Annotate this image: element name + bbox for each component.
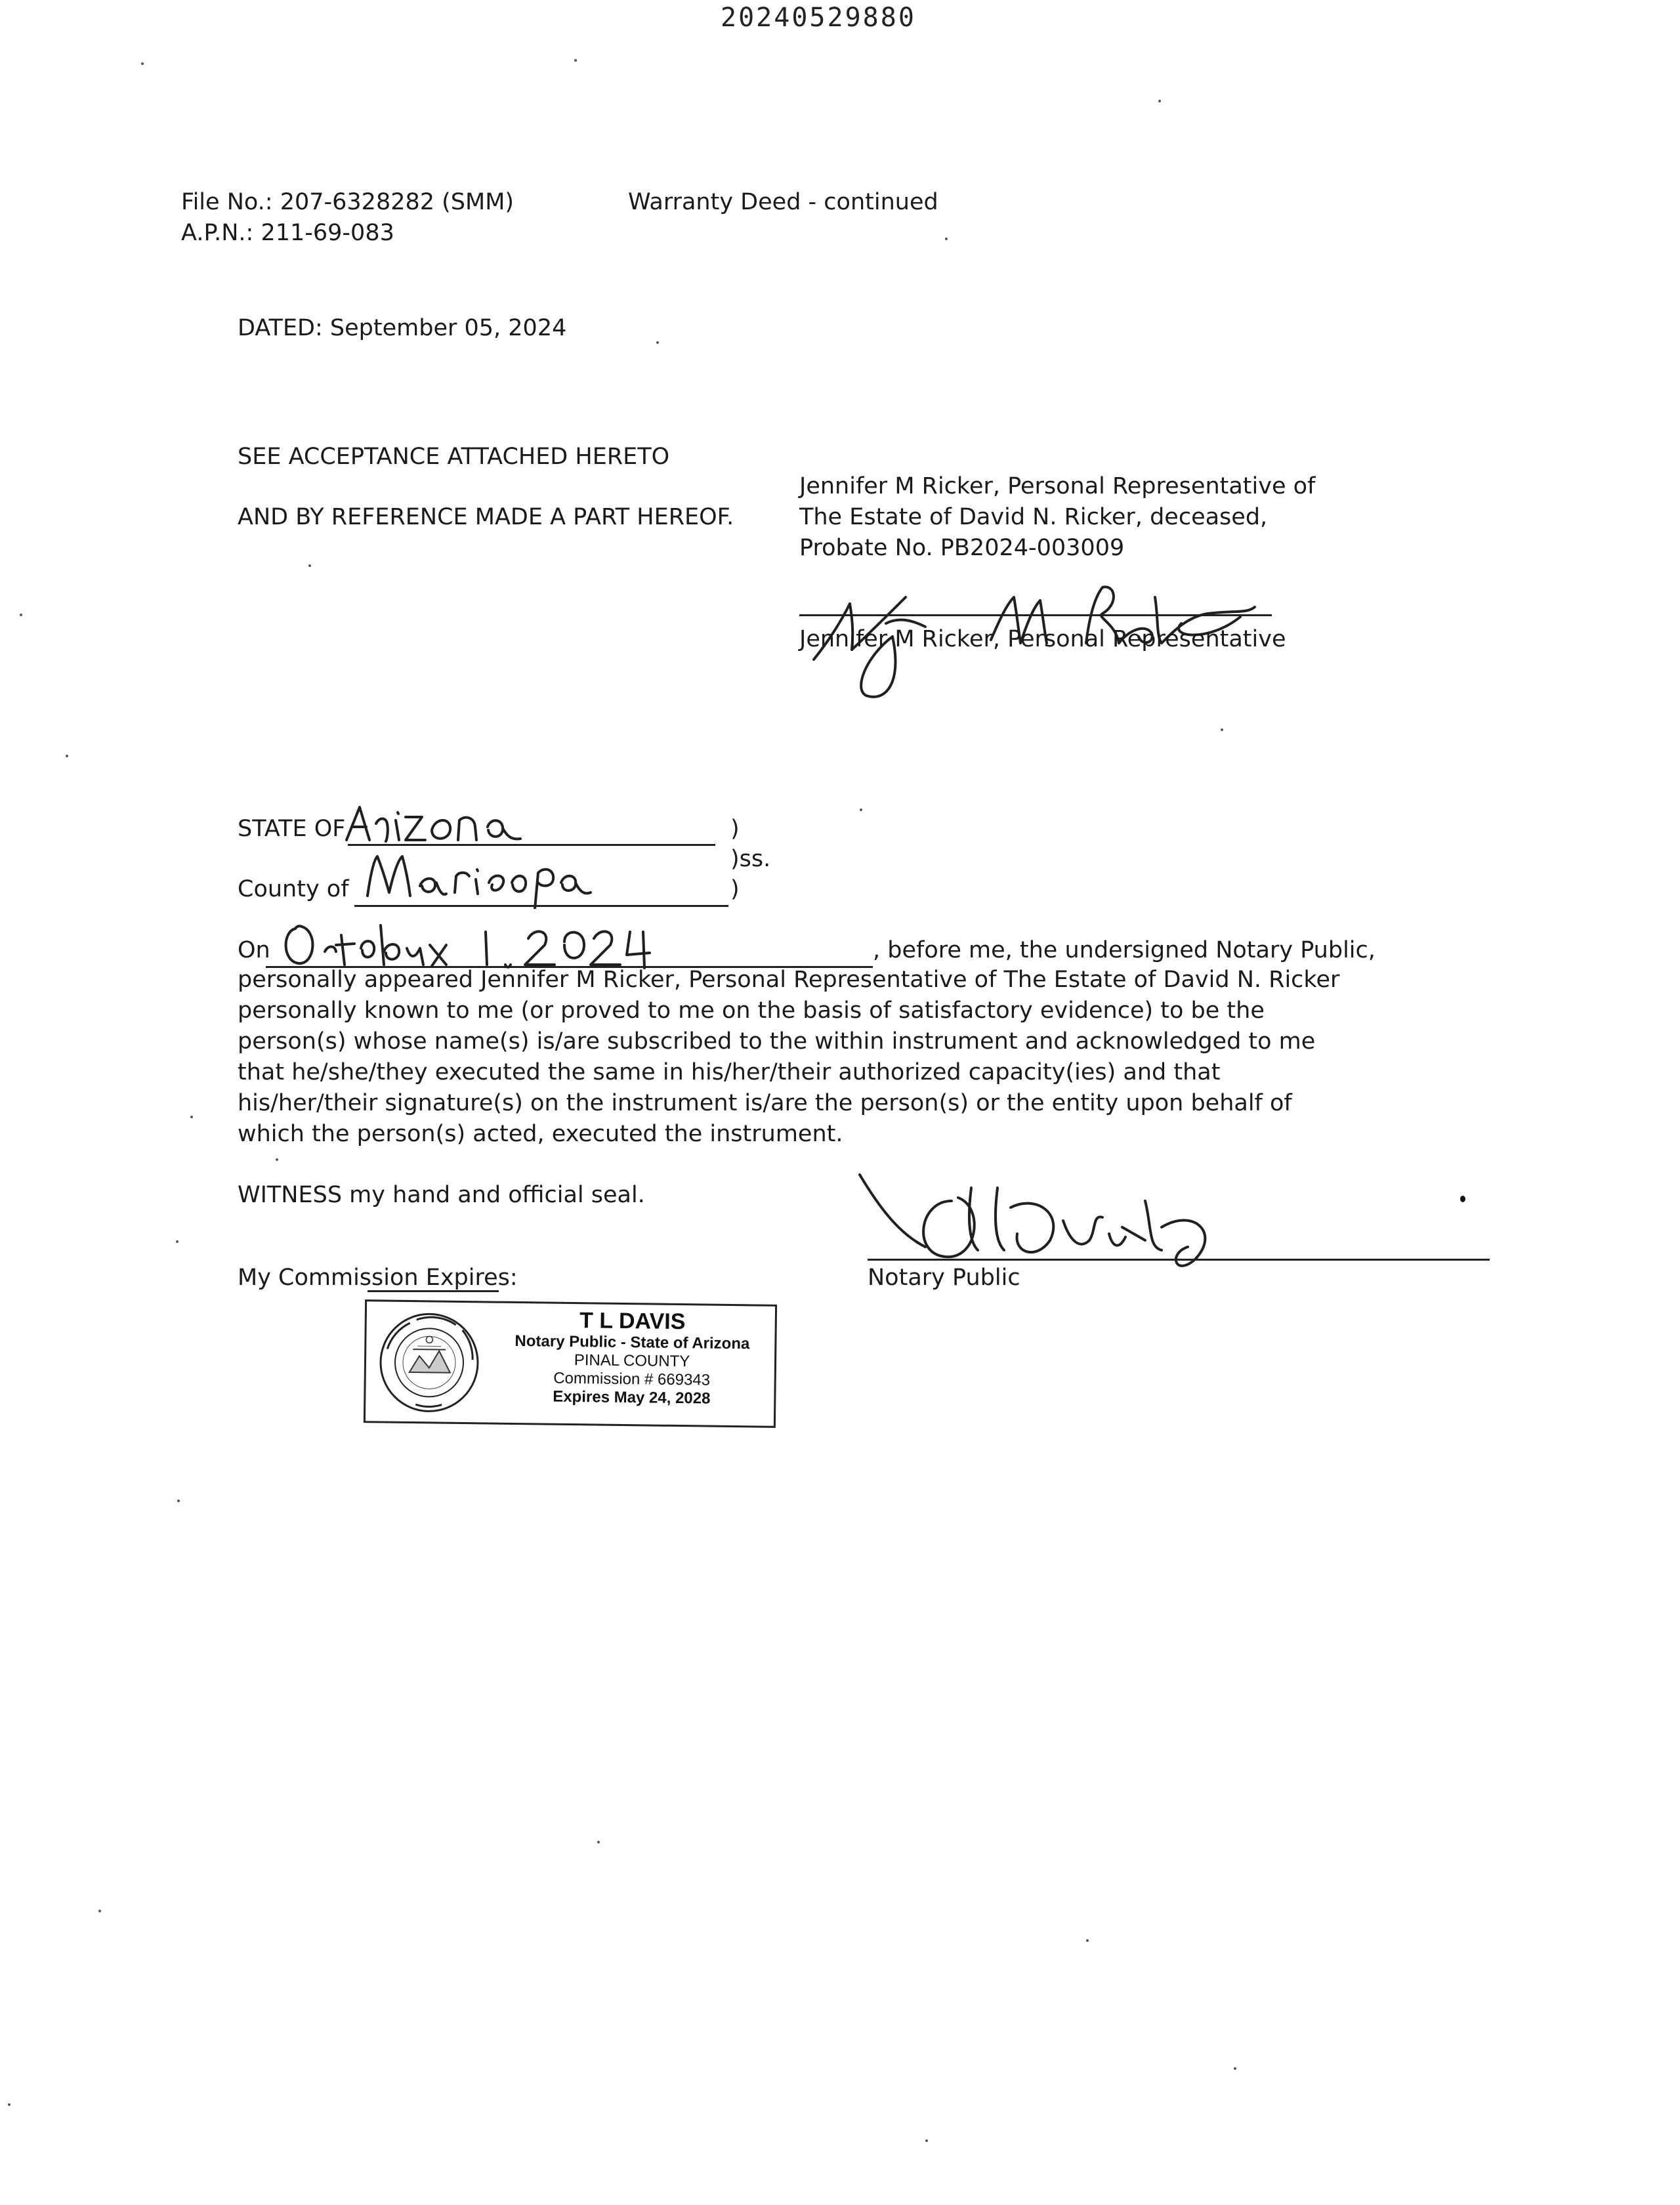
on-label: On [238,937,270,963]
stamp-commission-number: Commission # 669343 [553,1369,711,1389]
venue-ss: )ss. [730,846,771,872]
scan-speck [1221,728,1223,731]
apn-number: A.P.N.: 211-69-083 [181,220,394,246]
scan-speck [925,2139,928,2142]
scan-speck [20,614,22,616]
recording-number: 20240529880 [721,3,916,33]
grantor-line-1: Jennifer M Ricker, Personal Representative of [799,473,1316,499]
scan-speck [945,238,948,240]
acknowledgment-body: personally appeared Jennifer M Ricker, Personal Representative of The Estate of David N. Ricker personally known to me (or proved to me on the basis of satisfactory evidence) to be the person(s) whose name(s) is/are subscribed to the within instrument and acknowledged to me that he/she/they executed the same in his/her/their authorized capacity(ies) and that his/her/their signature(s) on the instrument is/are the person(s) or the entity upon behalf of which the person(s) acted, executed the instrument. [238,967,1340,1147]
document-title: Warranty Deed - continued [628,189,938,215]
scan-speck [276,1158,278,1161]
venue-paren-bottom: ) [730,876,740,902]
notary-public-caption: Notary Public [868,1265,1020,1291]
scan-speck [190,1116,193,1118]
county-label: County of [238,876,349,902]
acceptance-line-1: SEE ACCEPTANCE ATTACHED HERETO [238,444,670,470]
scan-speck [141,62,144,65]
grantor-line-3: Probate No. PB2024-003009 [799,535,1125,561]
scan-speck [1158,100,1161,102]
scan-speck [66,755,68,757]
stamp-notary-name: T L DAVIS [579,1308,686,1335]
commission-label: My Commission Expires: [238,1265,518,1291]
scan-speck [597,1841,600,1843]
stamp-state: Notary Public - State of Arizona [514,1332,750,1353]
scan-speck [860,808,862,811]
dated-line: DATED: September 05, 2024 [238,315,567,341]
scan-speck [656,341,659,344]
grantor-line-2: The Estate of David N. Ricker, deceased, [799,504,1268,530]
state-seal-icon [376,1309,482,1416]
scan-speck [176,1240,178,1243]
stamp-expiration: Expires May 24, 2028 [553,1387,711,1408]
commission-blank-line [368,1290,499,1292]
signer-caption: Jennifer M Ricker, Personal Representative [799,626,1286,652]
date-continuation: , before me, the undersigned Notary Public, [873,937,1376,963]
scan-speck [1086,1939,1089,1942]
notary-stamp [364,1299,777,1428]
venue-paren-top: ) [730,816,740,842]
witness-line: WITNESS my hand and official seal. [238,1182,645,1208]
scan-speck [1234,2067,1236,2070]
state-label: STATE OF [238,816,346,842]
notary-signature-line [868,1259,1490,1261]
county-handwritten [358,847,607,909]
scan-speck [308,564,311,567]
stamp-text [500,1307,764,1409]
scan-speck [98,1910,101,1912]
stamp-county: PINAL COUNTY [574,1351,690,1371]
scan-speck [8,2103,10,2106]
scan-speck [574,59,577,62]
state-handwritten [340,801,556,853]
file-number: File No.: 207-6328282 (SMM) [181,189,514,215]
acceptance-line-2: AND BY REFERENCE MADE A PART HEREOF. [238,504,734,530]
scan-speck [1460,1196,1465,1202]
scan-speck [177,1500,180,1502]
